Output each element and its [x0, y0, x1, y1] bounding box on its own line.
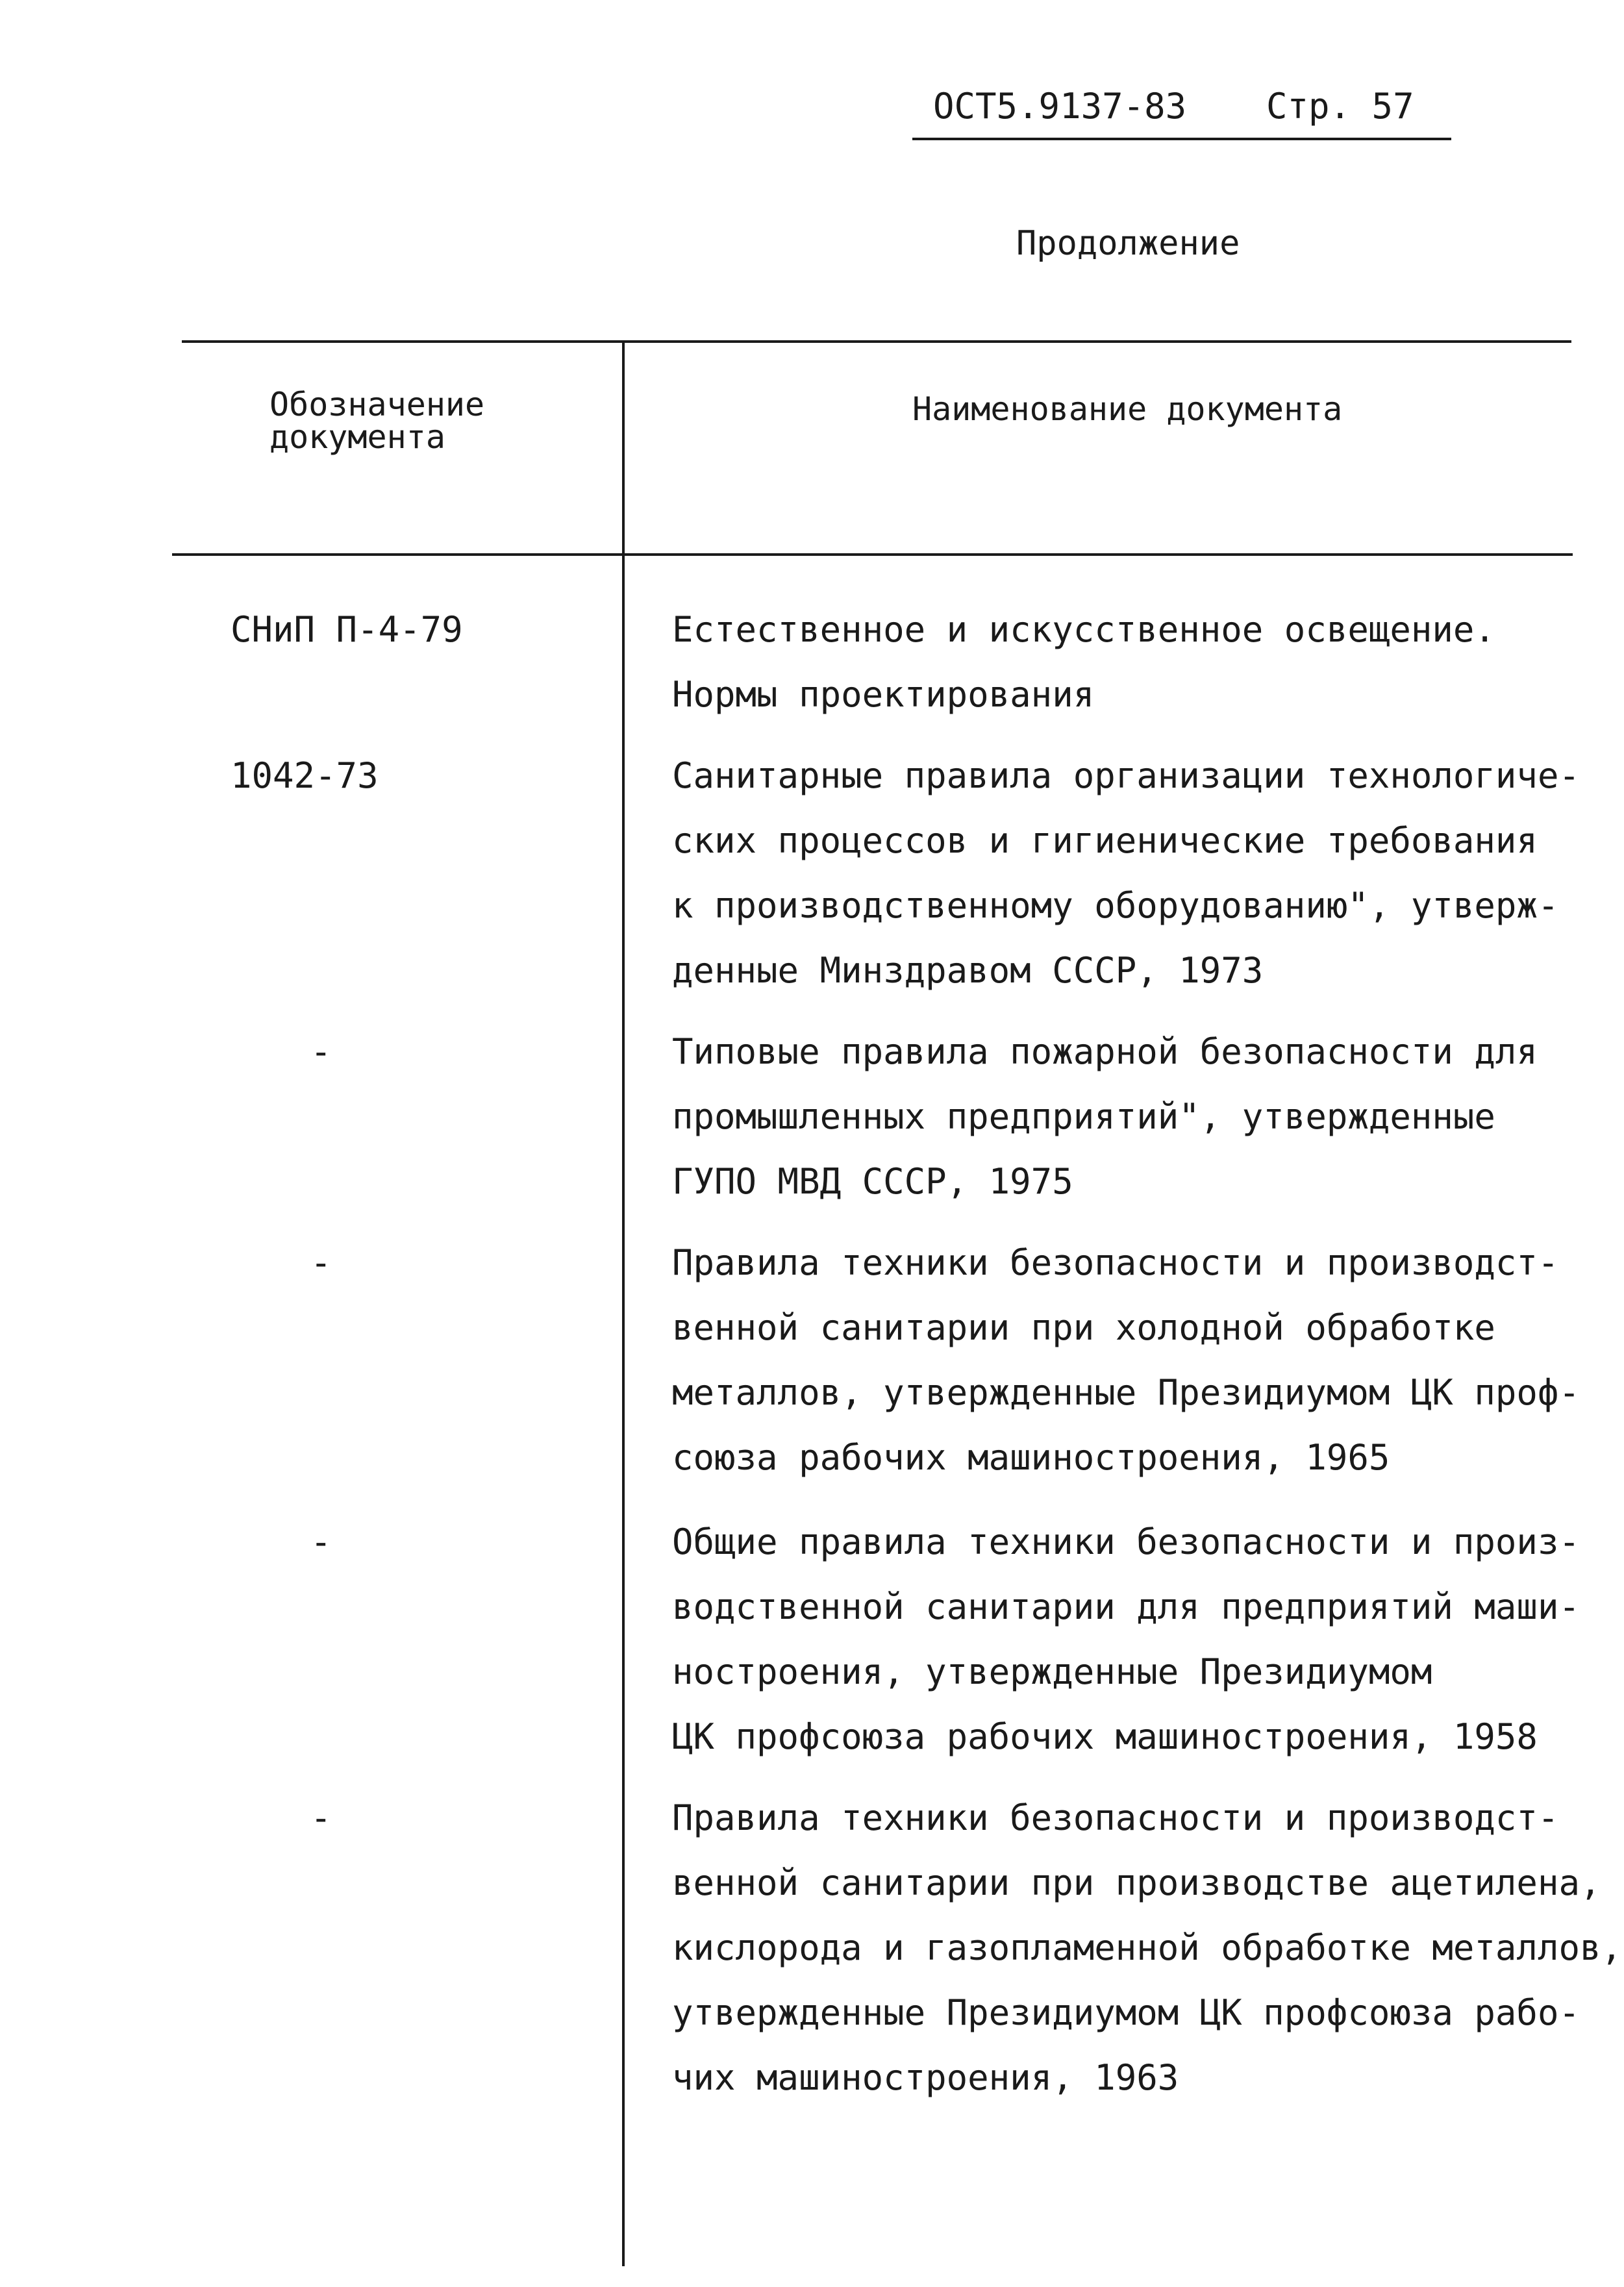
row-title [672, 1231, 1601, 1490]
table-header-rule [172, 553, 1573, 556]
row-designation: - [310, 1521, 332, 1562]
row-title [672, 1786, 1622, 2110]
row-title-line: Нормы проектирования [672, 674, 1095, 715]
row-title-line: ских процессов и гигиенические требования [672, 820, 1538, 861]
continuation-label: Продолжение [1016, 224, 1240, 263]
column-header-name: Наименование документа [912, 390, 1343, 428]
row-title-line: ГУПО МВД СССР, 1975 [672, 1161, 1073, 1202]
table-column-divider [622, 343, 625, 2266]
column-header-designation-line: Обозначение [269, 386, 485, 423]
row-title-line: Естественное и искусственное освещение. [672, 609, 1495, 650]
row-title [672, 1019, 1601, 1214]
row-title-line: кислорода и газопламенной обработке металлов, [672, 1927, 1622, 1968]
row-title-line: ностроения, утвержденные Президиумом [672, 1651, 1432, 1692]
row-designation: - [310, 1031, 332, 1072]
row-title-line: венной санитарии при холодной обработке [672, 1307, 1495, 1348]
row-title-line: венной санитарии при производстве ацетилена, [672, 1862, 1601, 1903]
row-title-line: Правила техники безопасности и производст- [672, 1242, 1559, 1283]
standard-code: ОСТ5.9137-83 [933, 86, 1187, 127]
page-number: Стр. 57 [1266, 86, 1414, 127]
row-designation: - [310, 1797, 332, 1838]
row-title [672, 597, 1601, 727]
row-title-line: Общие правила техники безопасности и произ- [672, 1521, 1580, 1562]
column-header-designation-line: документа [269, 418, 445, 456]
row-title [672, 744, 1601, 1003]
column-header-designation [269, 386, 581, 456]
header-underline [912, 138, 1451, 140]
row-title-line: металлов, утвержденные Президиумом ЦК проф- [672, 1372, 1580, 1413]
row-title-line: к производственному оборудованию", утверж- [672, 885, 1559, 926]
row-title-line: чих машиностроения, 1963 [672, 2057, 1179, 2098]
row-title-line: денные Минздравом СССР, 1973 [672, 950, 1264, 991]
row-title-line: Типовые правила пожарной безопасности для [672, 1031, 1538, 1072]
row-designation: - [310, 1242, 332, 1283]
row-designation: 1042-73 [231, 755, 379, 796]
row-title-line: утвержденные Президиумом ЦК профсоюза рабо- [672, 1992, 1580, 2033]
row-designation: СНиП П-4-79 [231, 609, 463, 650]
row-title-line: Правила техники безопасности и производст- [672, 1797, 1559, 1838]
row-title-line: Санитарные правила организации технологиче- [672, 755, 1580, 796]
row-title [672, 1510, 1601, 1769]
row-title-line: союза рабочих машиностроения, 1965 [672, 1437, 1390, 1478]
row-title-line: ЦК профсоюза рабочих машиностроения, 1958 [672, 1716, 1538, 1757]
table-top-rule [182, 340, 1571, 343]
row-title-line: промышленных предприятий", утвержденные [672, 1096, 1495, 1137]
row-title-line: водственной санитарии для предприятий маши- [672, 1586, 1580, 1627]
